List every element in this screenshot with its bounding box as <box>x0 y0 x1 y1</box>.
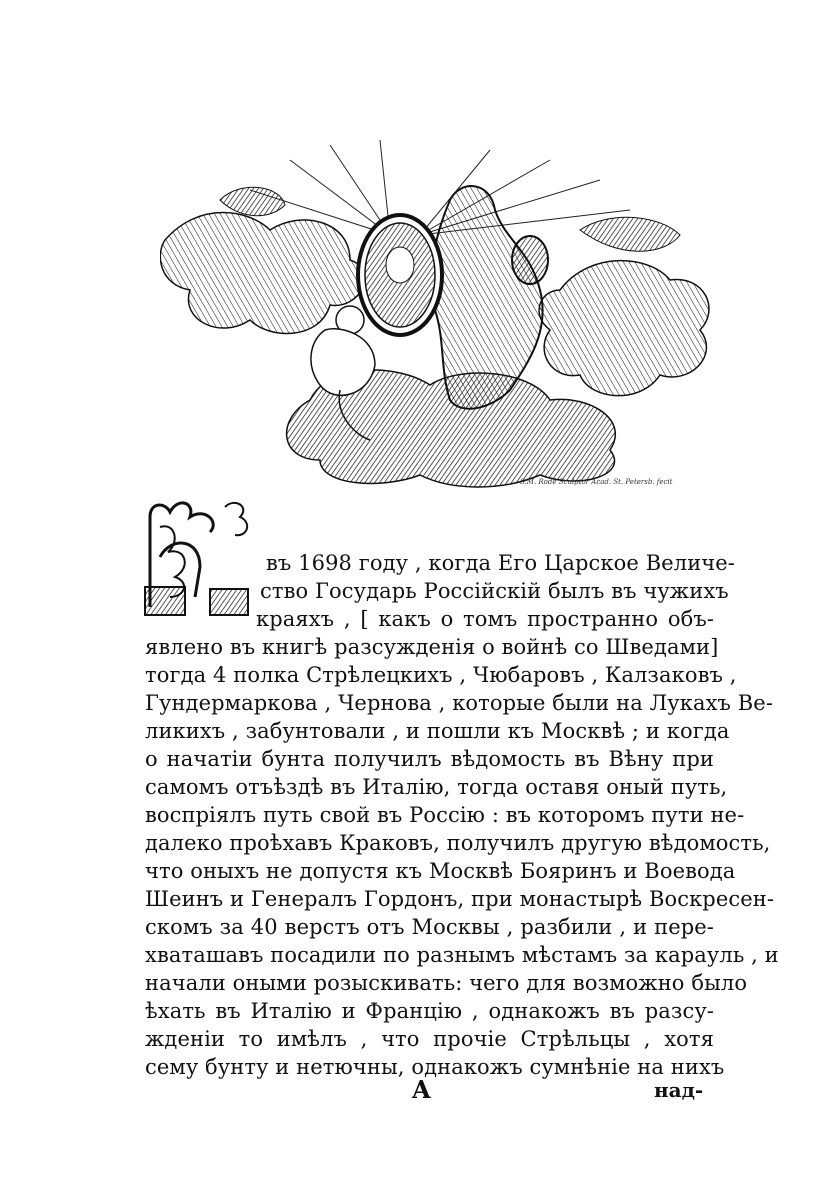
engraver-caption: S.M. Rode Sculptor Acad. St. Petersb. fecit <box>520 478 673 486</box>
portrait-face <box>386 247 414 283</box>
signature-mark: A <box>412 1075 431 1104</box>
text-line-3: краяхъ , [ какъ о томъ пространно объ- <box>256 607 714 631</box>
ornamental-initial-letter <box>140 497 258 617</box>
engraved-vignette <box>160 140 720 492</box>
text-line-4: явлено въ книгѣ разсужденія о войнѣ со Шведами] <box>145 635 719 659</box>
decorated-initial <box>140 497 258 617</box>
text-line-1: въ 1698 году , когда Его Царское Величе- <box>266 551 735 575</box>
text-line-9: самомъ отъѣздѣ въ Италію, тогда оставя оный путь, <box>145 775 728 799</box>
cloud-right-top <box>580 217 680 251</box>
cloud-right <box>539 261 709 396</box>
text-line-19: сему бунту и нетючны, однакожъ сумнѣніе на нихъ <box>145 1055 725 1079</box>
text-line-5: тогда 4 полка Стрѣлецкихъ , Чюбаровъ , Калзаковъ , <box>145 663 737 687</box>
text-line-7: ликихъ , забунтовали , и пошли къ Москвѣ ; и когда <box>145 719 730 743</box>
text-line-6: Гундермаркова , Чернова , которые были на Лукахъ Ве- <box>145 691 774 715</box>
text-line-12: что оныхъ не допустя къ Москвѣ Бояринъ и Воевода <box>145 859 736 883</box>
text-line-10: воспріялъ путь свой въ Россію : въ которомъ пути не- <box>145 803 745 827</box>
text-line-14: скомъ за 40 верстъ отъ Москвы , разбили , и пере- <box>145 915 714 939</box>
text-line-13: Шеинъ и Генералъ Гордонъ, при монастырѣ Воскресен- <box>145 887 775 911</box>
text-line-18: жденіи то имѣлъ , что прочіе Стрѣльцы , хотя <box>145 1027 714 1051</box>
text-line-11: далеко проѣхавъ Краковъ, получилъ другую вѣдомость, <box>145 831 771 855</box>
text-line-15: хваташавъ посадили по разнымъ мѣстамъ за карауль , и <box>145 943 779 967</box>
text-line-8: о начатіи бунта получилъ вѣдомость въ Вѣну при <box>145 747 714 771</box>
text-line-2: ство Государь Россійскій былъ въ чужихъ <box>260 579 729 603</box>
text-line-16: начали оными розыскивать: чего для возможно было <box>145 971 748 995</box>
emblem <box>512 236 548 284</box>
text-line-17: ѣхать въ Италію и Францію , однакожъ въ разсу- <box>145 999 714 1023</box>
vignette-illustration <box>160 140 720 492</box>
cherub-body <box>311 329 375 396</box>
cloud-left <box>160 213 365 334</box>
catchword: над- <box>654 1078 704 1102</box>
allegorical-figure <box>431 186 543 409</box>
cloud-left-small <box>220 187 285 215</box>
